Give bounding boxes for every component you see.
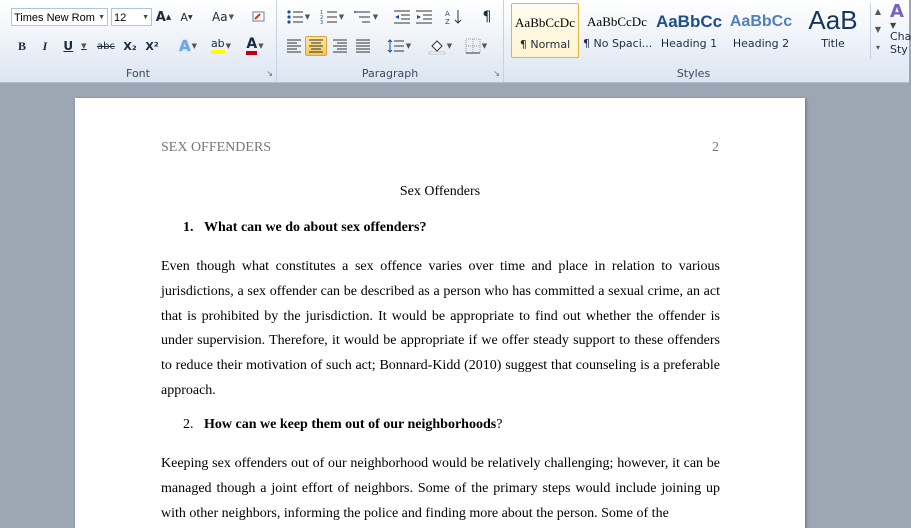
style-no-spacing[interactable]: AaBbCcDc ¶ No Spaci... (583, 14, 653, 50)
pilcrow-icon: ¶ (482, 9, 492, 25)
styles-group (504, 0, 889, 82)
svg-text:2: 2 (319, 15, 323, 21)
justify-icon (355, 39, 371, 53)
font-size-combo[interactable]: 12 ▼ (111, 8, 152, 26)
align-center-button[interactable] (305, 36, 327, 56)
superscript-button[interactable]: X² (145, 39, 159, 53)
bullets-button[interactable]: ▼ (283, 7, 313, 27)
increase-indent-icon (415, 9, 433, 25)
align-left-button[interactable] (283, 36, 305, 56)
style-normal[interactable]: AaBbCcDc ¶ Normal (511, 3, 579, 58)
sort-icon (445, 9, 463, 25)
document-page[interactable] (75, 98, 805, 528)
text-effects-button[interactable]: A ▼ (179, 37, 197, 55)
sort-button[interactable] (443, 7, 465, 27)
font-group (0, 0, 277, 82)
change-styles-icon: A (890, 1, 904, 22)
text-effects-icon: A (179, 37, 191, 55)
align-right-button[interactable] (329, 36, 351, 56)
shading-button[interactable]: ▼ (425, 36, 455, 56)
gallery-down-icon[interactable]: ▼ (874, 25, 882, 34)
question-1 (183, 220, 426, 236)
justify-button[interactable] (352, 36, 374, 56)
paragraph-2: Keeping sex offenders out of our neighborhood would be relatively challenging; however, it can be managed though a joint effort of neighbors. Some of the primary steps would include joining up with other neighbors, informing the police and finding more about the person. Some of the (161, 456, 720, 521)
ribbon (0, 0, 909, 83)
styles-gallery-scroll[interactable] (870, 3, 885, 59)
question-2-tail: ? (496, 417, 503, 432)
underline-button[interactable]: U ▼ (63, 39, 87, 53)
multilevel-list-icon (354, 9, 372, 25)
decrease-indent-icon (393, 9, 411, 25)
gallery-up-icon[interactable]: ▲ (874, 7, 882, 16)
subscript-button[interactable]: X₂ (123, 39, 137, 53)
borders-button[interactable]: ▼ (461, 36, 491, 56)
styles-group-label: Styles (676, 67, 711, 80)
question-1-number: 1. (183, 220, 194, 235)
shrink-font-button[interactable]: A ▼ (180, 10, 193, 24)
question-1-text: What can we do about sex offenders? (204, 220, 427, 235)
font-name-combo[interactable]: Times New Rom ▼ (11, 8, 108, 26)
paragraph-1: Even though what constitutes a sex offence varies over time and place in relation to various jurisdictions, a sex offender can be described as a person who has committed a sexual crime, an act that is prohibited by the jurisdiction. It would be appropriate to find out whether the offender is under supervision. Therefore, it would be appropriate if we offer steady support to these offenders to reduce their motivation of such act; Bonnard-Kidd (2010) suggest that counseling is a preferable approach. (161, 259, 720, 398)
line-spacing-button[interactable]: ▼ (385, 36, 413, 56)
change-styles-button[interactable]: A ▼ Cha Sty (890, 1, 911, 56)
font-dialog-launcher-icon[interactable]: ↘ (266, 69, 273, 78)
paragraph-group (277, 0, 504, 82)
question-2-text: How can we keep them out of our neighborhoods (204, 417, 497, 432)
svg-text:1: 1 (319, 10, 323, 16)
svg-text:A: A (445, 10, 450, 18)
borders-icon (465, 38, 481, 54)
bold-button[interactable]: B (17, 38, 26, 53)
svg-text:Z: Z (445, 18, 450, 26)
multilevel-list-button[interactable]: ▼ (351, 7, 381, 27)
decrease-indent-button[interactable] (391, 7, 413, 27)
style-heading-2[interactable]: AaBbCc Heading 2 (729, 13, 793, 50)
highlight-button[interactable]: ab ▼ (206, 36, 236, 56)
font-color-button[interactable]: A ▼ (240, 36, 270, 56)
question-2 (183, 417, 502, 433)
paragraph-dialog-launcher-icon[interactable]: ↘ (493, 69, 500, 78)
numbering-icon (320, 9, 338, 25)
gallery-more-icon[interactable]: ▾ (875, 43, 880, 52)
line-spacing-icon (387, 39, 405, 53)
question-2-number: 2. (183, 417, 194, 432)
style-title[interactable]: AaB Title (808, 5, 858, 50)
show-formatting-marks-button[interactable] (477, 7, 497, 27)
document-title: Sex Offenders (399, 184, 481, 199)
paint-bucket-icon (428, 38, 446, 54)
font-group-label: Font (126, 67, 150, 80)
change-case-button[interactable]: Aa ▼ (212, 10, 234, 24)
bullets-icon (286, 9, 304, 25)
svg-text:3: 3 (319, 20, 323, 26)
grow-font-button[interactable]: A ▲ (155, 9, 172, 25)
increase-indent-button[interactable] (413, 7, 435, 27)
running-header: SEX OFFENDERS (161, 140, 272, 155)
style-heading-1[interactable]: AaBbCc Heading 1 (655, 12, 723, 50)
clear-formatting-icon[interactable] (249, 7, 269, 27)
strikethrough-button[interactable]: abc (97, 40, 115, 52)
paragraph-group-label: Paragraph (361, 67, 419, 80)
page-number: 2 (712, 140, 719, 155)
numbering-button[interactable]: 1 2 3 ▼ (319, 10, 345, 26)
italic-button[interactable]: I (42, 38, 48, 53)
align-right-icon (332, 39, 348, 53)
align-left-icon (286, 39, 302, 53)
align-center-icon (308, 39, 324, 53)
